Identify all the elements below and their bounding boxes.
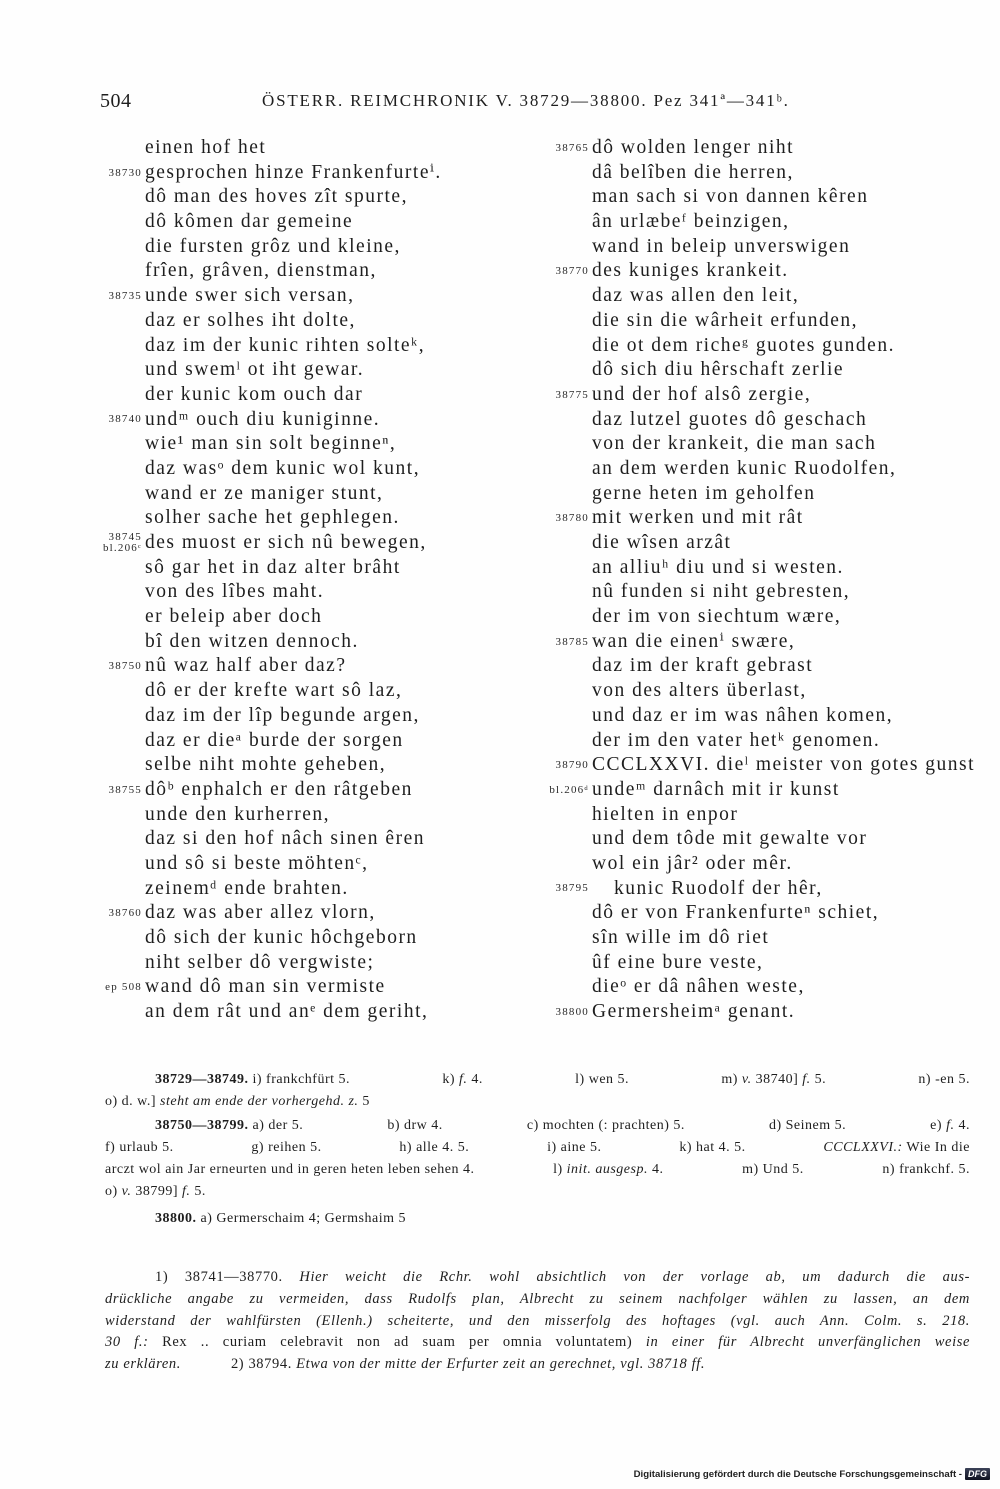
verse-line: [108, 654, 545, 679]
apparatus-line: [105, 1115, 970, 1137]
margin-reference: [556, 753, 590, 778]
note-text: drückliche angabe zu vermeiden, dass Rudolfs plan, Albrecht zu seinem nachfolger wählen zu lassen, an dem: [105, 1290, 970, 1307]
verse-text: wan die einenⁱ swære,: [592, 630, 796, 652]
verse-line: [145, 1000, 545, 1025]
apparatus-text: 5.: [190, 1184, 206, 1199]
verse-number: 38775: [555, 388, 589, 401]
verse-text: an dem werden kunic Ruodolfen,: [592, 457, 897, 479]
verse-text: daz si den hof nâch sinen êren: [145, 828, 425, 850]
verse-line: [592, 432, 992, 457]
margin-reference: [109, 778, 143, 803]
verse-line: [145, 580, 545, 605]
verse-text: wol ein jâr² oder mêr.: [592, 852, 793, 874]
verse-text: und swemˡ ot iht gewar.: [145, 359, 365, 381]
verse-line: [592, 975, 992, 1000]
apparatus-entry: [442, 1069, 483, 1091]
verse-text: kunic Ruodolf der hêr,: [614, 877, 823, 899]
verse-text: daz was aber allez vlorn,: [145, 902, 376, 924]
apparatus-text: k): [442, 1072, 459, 1087]
apparatus-text: f.: [182, 1184, 191, 1199]
apparatus-entry: [918, 1069, 970, 1091]
apparatus-line: [105, 1137, 970, 1159]
verse-number: 38745: [108, 531, 142, 544]
verse-text: ûf eine bure veste,: [592, 951, 764, 973]
verse-text: undeᵐ darnâch mit ir kunst: [592, 778, 840, 800]
apparatus-entry: [882, 1159, 970, 1181]
verse-text: undᵐ ouch diu kuniginne.: [145, 408, 381, 430]
verse-text: die ot dem richeᵍ guotes gunden.: [592, 334, 895, 356]
verse-line: [592, 309, 992, 334]
verse-text: dô sich der kunic hôchgeborn: [145, 927, 418, 948]
note-entry: [105, 1311, 970, 1333]
verse-text: ân urlæbeᶠ beinzigen,: [592, 211, 790, 233]
verse-text: man sach si von dannen kêren: [592, 186, 869, 208]
verse-text: der im von siechtum wære,: [592, 606, 842, 628]
note-line: [105, 1289, 970, 1311]
critical-apparatus: [105, 1069, 970, 1230]
verse-line: [592, 210, 992, 235]
margin-reference: [556, 1000, 590, 1025]
margin-reference: [103, 531, 142, 556]
apparatus-text: steht am ende der vorhergehd. z.: [160, 1094, 359, 1109]
verse-number: 38770: [555, 265, 589, 278]
apparatus-text: a) der 5.: [248, 1118, 304, 1133]
apparatus-entry: [527, 1115, 685, 1137]
apparatus-text: m): [721, 1072, 742, 1087]
verse-line: [145, 358, 545, 383]
verse-text: sîn wille im dô riet: [592, 927, 770, 948]
apparatus-entry: [553, 1159, 663, 1181]
verse-text: frîen, grâven, dienstman,: [145, 260, 377, 282]
apparatus-text: c) mochten (: prachten) 5.: [526, 1118, 685, 1133]
dfg-logo: DFG: [965, 1468, 990, 1480]
verse-line: [592, 185, 992, 210]
verse-line: [145, 729, 545, 754]
verse-line: [549, 778, 992, 803]
note-text: widerstand der wahlfürsten (Ellenh.) scheiterte, und den misserfolg des hoftages (vgl. auch Ann. Colm. s. 218.: [105, 1312, 970, 1329]
verse-text: bî den witzen dennoch.: [145, 630, 359, 652]
verse-line: [592, 408, 992, 433]
note-entry: [105, 1332, 970, 1354]
verse-text: und der hof alsô zergie,: [592, 383, 812, 405]
verse-text: daz im der lîp begunde argen,: [145, 704, 420, 726]
verse-text: er beleip aber doch: [145, 606, 323, 628]
verse-line: [145, 235, 545, 260]
verse-text: wand dô man sin vermiste: [145, 976, 386, 998]
verse-text: dô er der krefte wart sô laz,: [145, 680, 403, 702]
margin-reference: [556, 259, 590, 284]
verse-line: [145, 852, 545, 877]
verse-number: 38800: [555, 1005, 589, 1018]
note-text: in einer für Albrecht unverfänglichen weise: [645, 1334, 970, 1351]
apparatus-text: i) aine 5.: [547, 1140, 602, 1155]
margin-reference: [109, 654, 143, 679]
apparatus-block: [105, 1115, 970, 1203]
verse-line: [145, 309, 545, 334]
verse-line: [145, 679, 545, 704]
verse-number: 38790: [555, 759, 589, 772]
apparatus-text: CCCLXXVI.:: [823, 1140, 903, 1155]
apparatus-entry: [155, 1115, 303, 1137]
apparatus-text: init. ausgesp.: [566, 1162, 648, 1177]
apparatus-entry: [105, 1181, 206, 1203]
verse-number: 38755: [108, 783, 142, 796]
apparatus-line: [105, 1069, 970, 1091]
verse-text: wand er ze maniger stunt,: [145, 482, 384, 504]
verse-line: [102, 531, 545, 556]
verse-line: [145, 383, 545, 408]
verse-line: [145, 630, 545, 655]
note-entry: [155, 1267, 970, 1289]
apparatus-text: arczt wol ain Jar erneurten und in geren heten leben sehen 4.: [105, 1162, 475, 1177]
verse-line: [145, 185, 545, 210]
note-entry: [231, 1354, 705, 1376]
verse-line: [145, 605, 545, 630]
apparatus-text: k) hat 4. 5.: [679, 1140, 746, 1155]
margin-reference: [109, 161, 143, 186]
apparatus-text: 4.: [954, 1118, 970, 1133]
apparatus-line: [105, 1091, 970, 1113]
verse-text: zeinemᵈ ende brahten.: [145, 877, 349, 899]
apparatus-text: i) frankchfürt 5.: [248, 1072, 351, 1087]
verse-text: wie¹ man sin solt beginneⁿ,: [145, 433, 397, 455]
verse-text: daz er solhes iht dolte,: [145, 309, 356, 331]
verse-line: [592, 926, 992, 951]
digitization-credit: [634, 1468, 990, 1480]
note-entry: [105, 1289, 970, 1311]
apparatus-text: 4.: [467, 1072, 483, 1087]
verse-line: [145, 259, 545, 284]
margin-reference: [105, 975, 142, 1000]
page-number: 504: [100, 90, 132, 112]
verse-line: [592, 235, 992, 260]
apparatus-entry: [105, 1159, 474, 1181]
verse-text: Germersheimᵃ genant.: [592, 1001, 796, 1023]
verse-line: [555, 383, 992, 408]
note-text: 1) 38741—38770.: [155, 1269, 300, 1285]
verse-number: 38740: [108, 413, 142, 426]
verse-line: [592, 827, 992, 852]
verse-text: des muost er sich nû bewegen,: [145, 532, 427, 553]
apparatus-entry: [930, 1115, 970, 1137]
note-text: Rex .. curiam celebravit non ad suam per omnia voluntatem): [148, 1334, 646, 1351]
apparatus-text: f) urlaub 5.: [105, 1140, 174, 1155]
apparatus-text: d) Seinem 5.: [768, 1118, 847, 1133]
verse-text: daz er dieᵃ burde der sorgen: [145, 729, 404, 751]
apparatus-text: f.: [802, 1072, 811, 1087]
verse-number: 38795: [555, 882, 589, 895]
apparatus-text: m) Und 5.: [742, 1162, 804, 1177]
apparatus-entry: [155, 1208, 406, 1230]
apparatus-entry: [105, 1137, 174, 1159]
verse-line: [592, 654, 992, 679]
verse-text: und dem tôde mit gewalte vor: [592, 828, 868, 850]
folio-mark: ep 508: [105, 981, 142, 994]
verse-line: [145, 210, 545, 235]
verse-text: gerne heten im geholfen: [592, 482, 816, 504]
apparatus-text: o): [105, 1184, 122, 1199]
verse-text: dô wolden lenger niht: [592, 137, 795, 158]
apparatus-text: 38740]: [751, 1072, 803, 1087]
apparatus-entry: [399, 1137, 469, 1159]
verse-line: [592, 605, 992, 630]
verse-text: dô er von Frankenfurteⁿ schiet,: [592, 902, 880, 924]
verse-text: mit werken und mit rât: [592, 507, 804, 529]
verse-text: dieᵒ er dâ nâhen weste,: [592, 976, 805, 998]
apparatus-text: 5.: [810, 1072, 827, 1087]
margin-reference: [109, 284, 143, 309]
verse-text: niht selber dô vergwiste;: [145, 951, 375, 973]
apparatus-text: 4.: [647, 1162, 664, 1177]
verse-number: 38750: [108, 660, 142, 673]
verse-line: [592, 457, 992, 482]
margin-reference: [556, 630, 590, 655]
verse-text: daz lutzel guotes dô geschach: [592, 408, 868, 430]
folio-mark: bl.206ᵈ: [549, 783, 589, 796]
verse-line: [108, 284, 545, 309]
apparatus-text: 38729—38749.: [155, 1072, 249, 1087]
note-block: [105, 1267, 970, 1376]
verse-text: daz im der kraft gebrast: [592, 655, 814, 677]
verse-text: wand in beleip unverswigen: [592, 235, 851, 257]
verse-line: [145, 457, 545, 482]
verse-text: dâ belîben die herren,: [592, 161, 794, 183]
verse-line: [145, 753, 545, 778]
note-line: [105, 1267, 970, 1289]
apparatus-entry: [155, 1069, 350, 1091]
verse-line: [592, 951, 992, 976]
verse-line: [145, 556, 545, 581]
verse-text: die fursten grôz und kleine,: [145, 235, 401, 257]
apparatus-text: n) -en 5.: [918, 1072, 970, 1087]
apparatus-entry: [721, 1069, 826, 1091]
verse-line: [592, 679, 992, 704]
note-line: [105, 1311, 970, 1333]
verse-line: [145, 827, 545, 852]
verse-line: [592, 531, 992, 556]
verse-text: die sin die wârheit erfunden,: [592, 309, 859, 331]
verse-text: des kuniges krankeit.: [592, 260, 789, 282]
verse-line: [592, 901, 992, 926]
apparatus-text: f.: [946, 1118, 955, 1133]
verse-line: [108, 408, 545, 433]
verse-line: [555, 259, 992, 284]
apparatus-text: v.: [741, 1072, 752, 1087]
verse-text: daz wasᵒ dem kunic wol kunt,: [145, 457, 421, 479]
apparatus-entry: [823, 1137, 970, 1159]
note-text: 2) 38794.: [230, 1356, 297, 1373]
verse-line: [145, 803, 545, 828]
verse-text: gesprochen hinze Frankenfurteⁱ.: [145, 161, 442, 183]
verse-line: [145, 951, 545, 976]
note-text: Hier weicht die Rchr. wohl absichtlich von der vorlage ab, um dadurch die aus-: [299, 1269, 970, 1285]
verse-text: dô sich diu hêrschaft zerlie: [592, 359, 845, 381]
apparatus-entry: [105, 1091, 370, 1113]
verse-text: hielten in enpor: [592, 803, 739, 825]
verse-text: dô kômen dar gemeine: [145, 211, 354, 233]
footnotes: [105, 1267, 970, 1376]
verse-number: 38785: [555, 635, 589, 648]
apparatus-text: b) drw 4.: [387, 1118, 443, 1133]
verse-line: [145, 506, 545, 531]
verse-line: [592, 852, 992, 877]
verse-number: 38780: [555, 512, 589, 525]
verse-text: einen hof het: [145, 137, 267, 158]
apparatus-text: f.: [458, 1072, 468, 1087]
folio-mark: bl.206ᶜ: [102, 542, 142, 555]
verse-line: [145, 432, 545, 457]
credit-text: Digitalisierung gefördert durch die Deutsche Forschungsgemeinschaft -: [633, 1468, 962, 1480]
verse-line: [555, 1000, 992, 1025]
verse-line: [592, 358, 992, 383]
verse-text: die wîsen arzât: [592, 532, 732, 553]
note-text: zu erklären.: [105, 1356, 181, 1373]
apparatus-text: Wie In die: [902, 1140, 970, 1155]
apparatus-text: g) reihen 5.: [251, 1140, 322, 1155]
apparatus-text: o) d. w.]: [105, 1094, 161, 1109]
verse-number: 38765: [555, 141, 589, 154]
margin-reference: [549, 778, 589, 803]
margin-reference: [556, 877, 590, 902]
verse-number: 38730: [108, 166, 142, 179]
apparatus-text: 38800.: [155, 1211, 197, 1226]
verse-text: unde swer sich versan,: [145, 285, 355, 307]
verse-text: von des lîbes maht.: [145, 581, 325, 603]
apparatus-text: a) Germerschaim 4; Germshaim 5: [196, 1211, 406, 1226]
margin-reference: [109, 901, 143, 926]
note-text: Etwa von der mitte der Erfurter zeit an gerechnet, vgl. 38718 ff.: [296, 1356, 706, 1373]
apparatus-line: [105, 1208, 970, 1230]
note-line: [105, 1332, 970, 1354]
margin-reference: [109, 408, 143, 433]
verse-line: [555, 136, 992, 161]
verse-text: von der krankeit, die man sach: [592, 433, 877, 455]
verse-text: der im den vater hetᵏ genomen.: [592, 729, 881, 751]
verse-text: an dem rât und anᵉ dem geriht,: [145, 1001, 429, 1023]
verse-line: [592, 161, 992, 186]
verse-line: [108, 901, 545, 926]
verse-text: solher sache het gephlegen.: [145, 507, 400, 529]
verse-line: [555, 753, 992, 778]
apparatus-entry: [769, 1115, 846, 1137]
verse-text: CCCLXXVI. dieˡ meister von gotes gunst: [592, 754, 976, 776]
verse-text: von des alters überlast,: [592, 680, 807, 702]
verse-line: [145, 482, 545, 507]
apparatus-entry: [251, 1137, 321, 1159]
verse-line: [555, 630, 992, 655]
verse-text: der kunic kom ouch dar: [145, 383, 364, 405]
apparatus-block: [105, 1069, 970, 1113]
apparatus-line: [105, 1181, 970, 1203]
note-line: [105, 1354, 970, 1376]
verse-line: [592, 482, 992, 507]
verse-line: [592, 729, 992, 754]
verse-text: daz im der kunic rihten solteᵏ,: [145, 334, 426, 356]
verse-text: sô gar het in daz alter brâht: [145, 556, 401, 578]
verse-line: [592, 334, 992, 359]
verse-text: und daz er im was nâhen komen,: [592, 704, 894, 726]
verse-column-right: [549, 136, 992, 1025]
apparatus-entry: [575, 1069, 629, 1091]
verse-text: selbe niht mohte geheben,: [145, 754, 387, 776]
verse-line: [108, 161, 545, 186]
margin-reference: [556, 506, 590, 531]
verse-text: und sô si beste möhtenᶜ,: [145, 852, 369, 874]
note-text: 30 f.:: [105, 1334, 149, 1351]
verse-line: [592, 803, 992, 828]
apparatus-text: l): [553, 1162, 567, 1177]
verse-line: [145, 136, 545, 161]
apparatus-block: [105, 1208, 970, 1230]
verse-line: [592, 284, 992, 309]
apparatus-text: v.: [121, 1184, 132, 1199]
apparatus-text: 5: [358, 1094, 370, 1109]
apparatus-entry: [679, 1137, 745, 1159]
verse-text: dôᵇ enphalch er den râtgeben: [145, 778, 413, 800]
verse-line: [145, 926, 545, 951]
verse-line: [145, 334, 545, 359]
verse-text: unde den kurherren,: [145, 803, 330, 825]
verse-text: an alliuʰ diu und si westen.: [592, 556, 844, 578]
verse-line: [145, 704, 545, 729]
verse-number: 38760: [108, 907, 142, 920]
verse-line: [592, 704, 992, 729]
apparatus-line: [105, 1159, 970, 1181]
apparatus-text: 38750—38799.: [155, 1118, 249, 1133]
apparatus-text: n) frankchf. 5.: [882, 1162, 970, 1177]
verse-text: nû waz half aber daz?: [145, 655, 347, 677]
verse-text: dô man des hoves zît spurte,: [145, 186, 408, 208]
verse-column-left: [102, 136, 545, 1025]
note-entry: [105, 1354, 181, 1376]
apparatus-entry: [742, 1159, 804, 1181]
apparatus-entry: [547, 1137, 601, 1159]
verse-text: nû funden si niht gebresten,: [592, 581, 851, 603]
apparatus-text: l) wen 5.: [575, 1072, 630, 1087]
verse-line: [108, 778, 545, 803]
verse-line: [105, 975, 545, 1000]
margin-reference: [556, 136, 590, 161]
verse-line: [555, 877, 992, 902]
verse-text: daz was allen den leit,: [592, 285, 800, 307]
apparatus-text: e): [930, 1118, 947, 1133]
apparatus-text: h) alle 4. 5.: [399, 1140, 470, 1155]
verse-line: [145, 877, 545, 902]
verse-number: 38735: [108, 289, 142, 302]
running-title: ÖSTERR. REIMCHRONIK V. 38729—38800. Pez 341ª—341ᵇ.: [262, 91, 790, 110]
verse-line: [555, 506, 992, 531]
apparatus-text: 38799]: [131, 1184, 183, 1199]
apparatus-entry: [387, 1115, 442, 1137]
margin-reference: [556, 383, 590, 408]
verse-line: [592, 580, 992, 605]
verse-line: [592, 556, 992, 581]
